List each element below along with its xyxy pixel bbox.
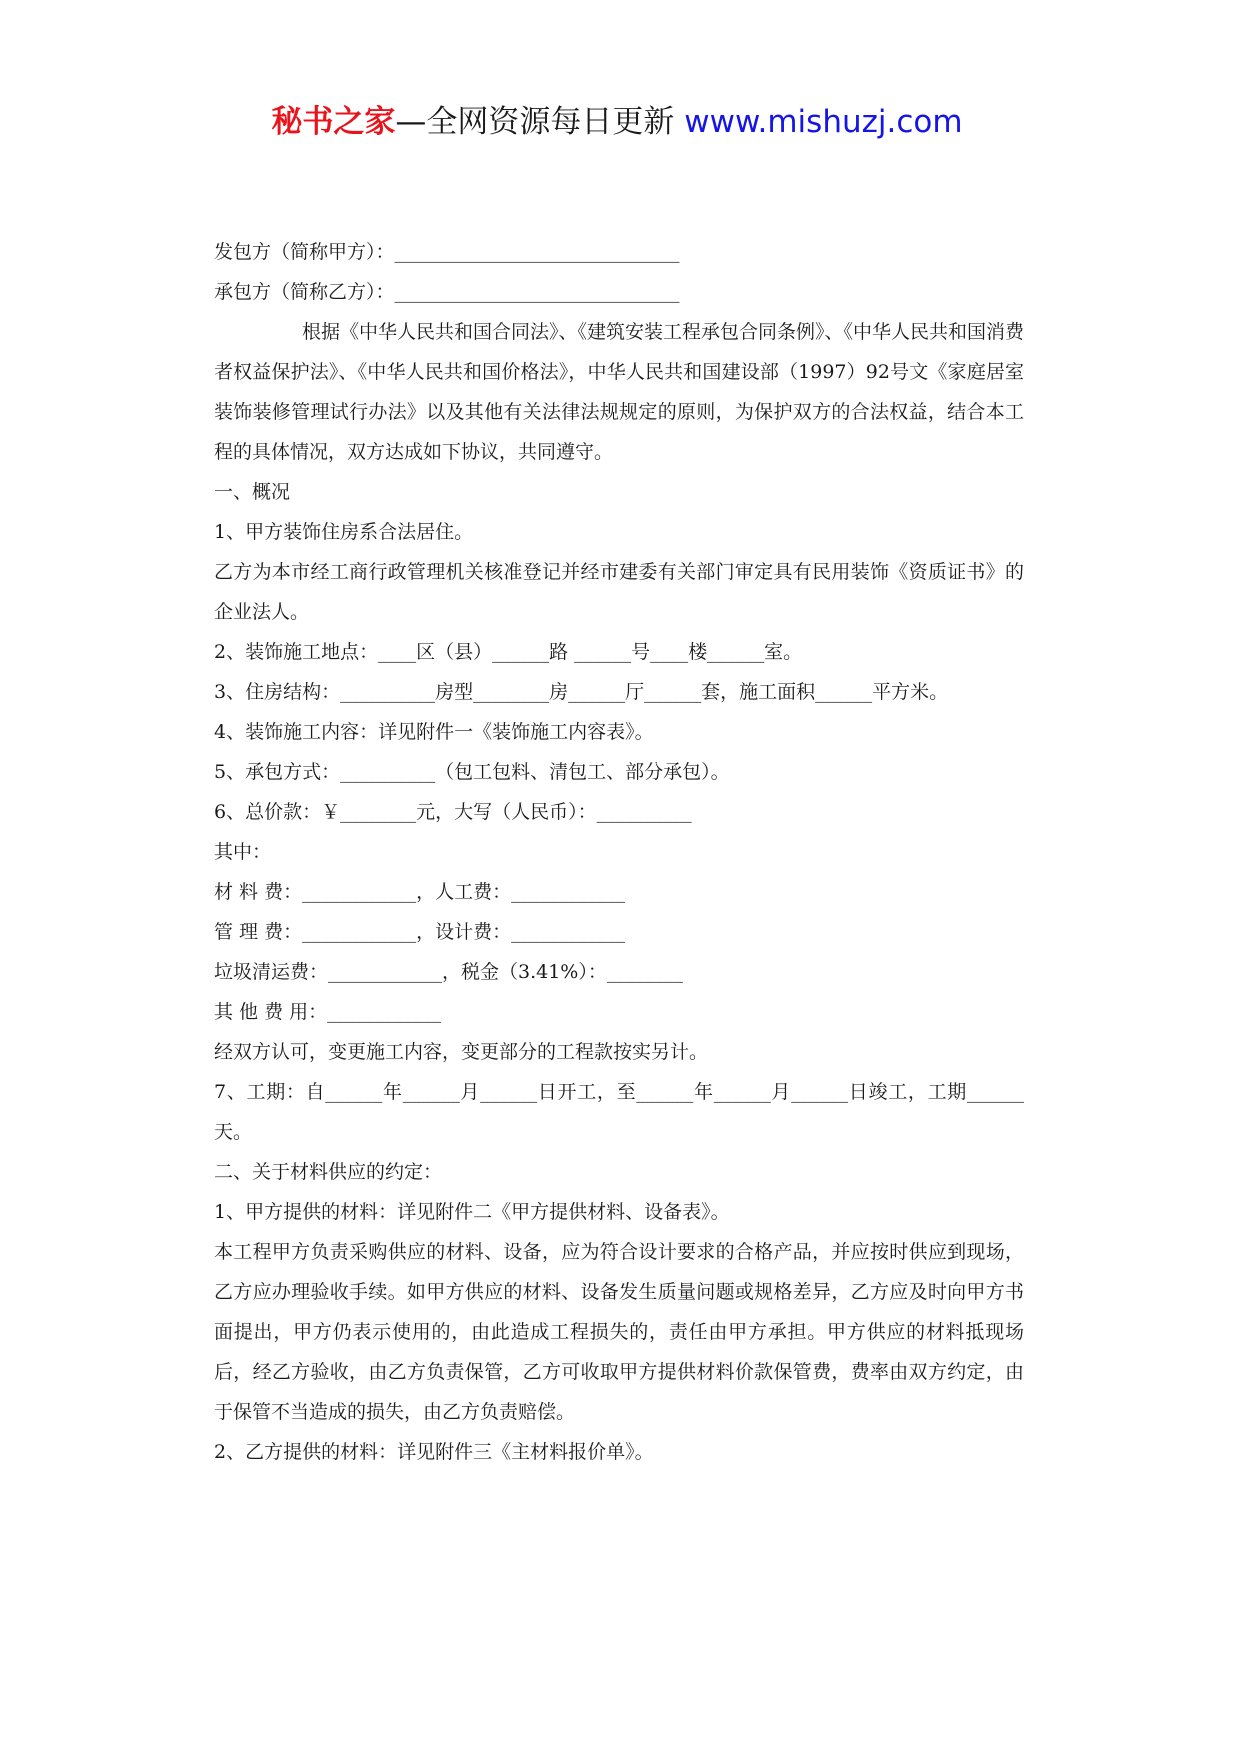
party-b-line: 承包方（简称乙方）：______________________________ [214, 281, 680, 303]
site-banner [0, 100, 1234, 144]
clause-line: 其中： [214, 841, 272, 863]
clause-line: 1、甲方装饰住房系合法居住。 [214, 521, 474, 543]
preamble-paragraph: 根据《中华人民共和国合同法》、《建筑安装工程承包合同条例》、《中华人民共和国消费者权益保护法》、《中华人民共和国价格法》，中华人民共和国建设部（1997）92号文《家庭居室装饰装修管理试行办法》以及其他有关法律法规规定的原则，为保护双方的合法权益，结合本工程的具体情况，双方达成如下协议，共同遵守。 [214, 321, 1025, 463]
clause-line: 2、装饰施工地点：____区（县）______路 ______号____楼______室。 [214, 641, 803, 663]
section-heading: 一、概况 [214, 481, 291, 503]
schedule-paragraph: 7、工期：自______年______月______日开工，至______年______月______日竣工，工期______天。 [214, 1081, 1024, 1143]
site-url-link[interactable]: www.mishuzj.com [684, 104, 963, 140]
clause-line: 5、承包方式：__________（包工包料、清包工、部分承包）。 [214, 761, 730, 783]
fee-line: 垃圾清运费：____________，税金（3.41%）：________ [214, 961, 683, 983]
party-a-line: 发包方（简称甲方）：______________________________ [214, 241, 680, 263]
fee-line: 管 理 费：____________，设计费：____________ [214, 921, 626, 943]
materials-paragraph: 本工程甲方负责采购供应的材料、设备，应为符合设计要求的合格产品，并应按时供应到现场，乙方应办理验收手续。如甲方供应的材料、设备发生质量问题或规格差异，乙方应及时向甲方书面提出，甲方仍表示使用的，由此造成工程损失的，责任由甲方承担。甲方供应的材料抵现场后，经乙方验收，由乙方负责保管，乙方可收取甲方提供材料价款保管费，费率由双方约定，由于保管不当造成的损失，由乙方负责赔偿。 [214, 1241, 1024, 1423]
fee-line: 其 他 费 用：____________ [214, 1001, 442, 1023]
clause-line: 1、甲方提供的材料：详见附件二《甲方提供材料、设备表》。 [214, 1201, 730, 1223]
fee-line: 材 料 费：____________，人工费：____________ [214, 881, 626, 903]
clause-line: 6、总价款：￥________元，大写（人民币）：__________ [214, 801, 692, 823]
clause-line: 3、住房结构：__________房型________房______厅______套，施工面积______平方米。 [214, 681, 949, 703]
clause-paragraph: 乙方为本市经工商行政管理机关核准登记并经市建委有关部门审定具有民用装饰《资质证书》的企业法人。 [214, 561, 1024, 623]
clause-line: 经双方认可，变更施工内容，变更部分的工程款按实另计。 [214, 1041, 709, 1063]
banner-slogan: —全网资源每日更新 [395, 104, 685, 140]
contract-body [214, 232, 1024, 1472]
clause-line: 2、乙方提供的材料：详见附件三《主材料报价单》。 [214, 1441, 654, 1463]
clause-line: 4、装饰施工内容：详见附件一《装饰施工内容表》。 [214, 721, 654, 743]
brand-name: 秘书之家 [271, 104, 396, 140]
section-heading: 二、关于材料供应的约定： [214, 1161, 443, 1183]
